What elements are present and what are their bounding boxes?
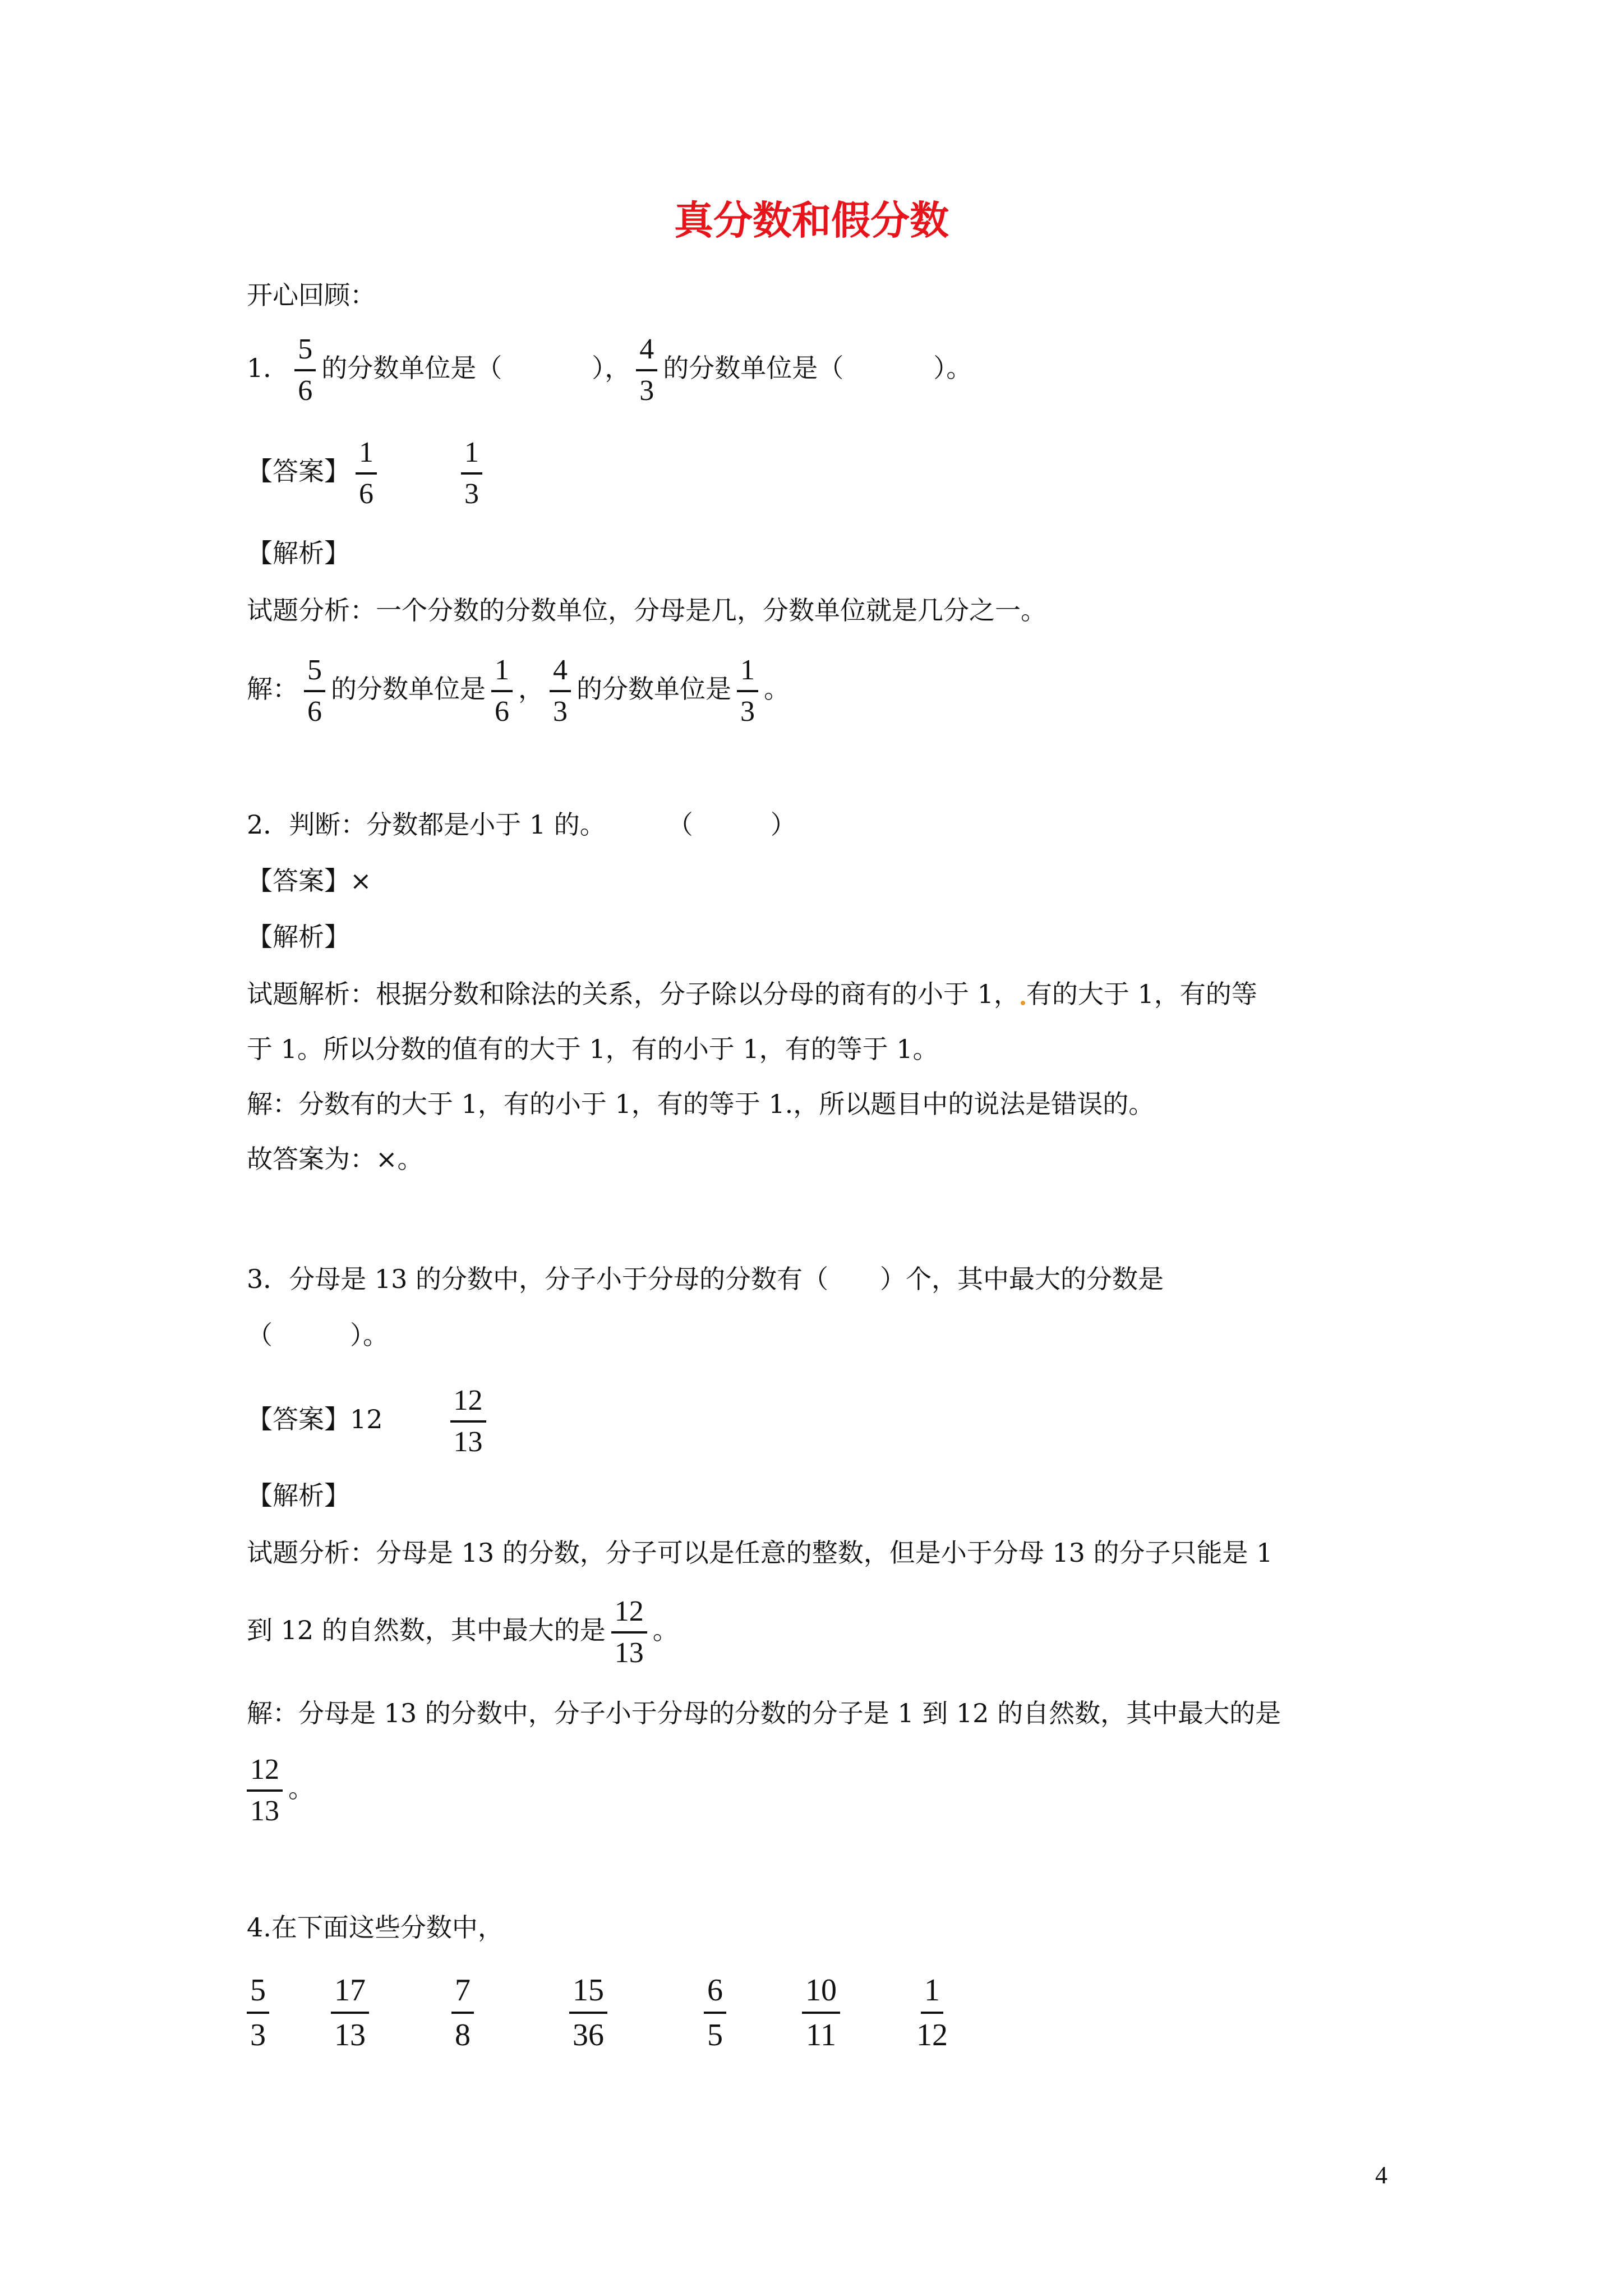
intro-heading: 开心回顾： [247, 280, 376, 310]
fraction: $\frac{4}{3}$ [550, 651, 571, 731]
fraction: $\frac{5}{6}$ [304, 651, 325, 731]
analysis-text: 于 1。所以分数的值有的大于 1，有的小于 1，有的等于 1。 [247, 1034, 939, 1064]
fraction-item: $\frac{10}{11}$ [802, 1969, 840, 2056]
page-title: 真分数和假分数 [674, 197, 949, 243]
question-number: 1． [247, 353, 289, 383]
analysis-text: 试题分析：一个分数的分数单位，分母是几，分数单位就是几分之一。 [247, 595, 1046, 625]
fraction: $\frac{12}{13}$ [247, 1750, 283, 1831]
fraction-item: $\frac{15}{36}$ [569, 1969, 607, 2056]
solution-3: 解：分母是 13 的分数中，分子小于分母的分数的分子是 1 到 12 的自然数，其中最大的是 [247, 1698, 1281, 1728]
fraction-item: $\frac{7}{8}$ [451, 1969, 474, 2056]
question-3: 3．分母是 13 的分数中，分子小于分母的分数有（ ）个，其中最大的分数是 [247, 1264, 1164, 1294]
solution-2: 解：分数有的大于 1，有的小于 1，有的等于 1.，所以题目中的说法是错误的。 [247, 1089, 1155, 1119]
fraction: $\frac{1}{3}$ [737, 651, 758, 731]
question-3-cont: （ ）。 [247, 1320, 389, 1350]
conclusion-2: 故答案为：×。 [247, 1144, 423, 1174]
question-4: 4.在下面这些分数中， [247, 1912, 504, 1943]
fraction: $\frac{12}{13}$ [611, 1592, 647, 1673]
answer-2: 【答案】× [247, 866, 372, 896]
question-1: 1． $\frac{5}{6}$ 的分数单位是（ ）， $\frac{4}{3}$ 的分数单位是（ ）。 [247, 330, 972, 411]
fraction: $\frac{1}{6}$ [491, 651, 513, 731]
fraction: $\frac{5}{6}$ [294, 330, 316, 411]
fraction-item: $\frac{1}{12}$ [913, 1969, 951, 2056]
question-2: 2．判断：分数都是小于 1 的。 （ ） [247, 809, 796, 840]
fraction: $\frac{1}{3}$ [461, 433, 482, 514]
analysis-label: 【解析】 [247, 1480, 350, 1511]
analysis-text: 试题解析：根据分数和除法的关系，分子除以分母的商有的小于 1， 有的大于 1，有的等 [247, 979, 1257, 1009]
answer-label: 【答案】 [247, 456, 350, 486]
fraction: $\frac{1}{6}$ [356, 433, 377, 514]
fraction: $\frac{12}{13}$ [450, 1381, 486, 1462]
fraction-item: $\frac{17}{13}$ [331, 1969, 369, 2056]
analysis-text: 试题分析：分母是 13 的分数，分子可以是任意的整数，但是小于分母 13 的分子只能是 1 [247, 1538, 1273, 1568]
answer-1 [247, 433, 488, 514]
mark-dot [1021, 1001, 1025, 1005]
fraction-item: $\frac{5}{3}$ [247, 1969, 269, 2056]
analysis-label: 【解析】 [247, 538, 350, 568]
page-number: 4 [1375, 2161, 1387, 2189]
analysis-text: 到 12 的自然数，其中最大的是 $\frac{12}{13}$ 。 [247, 1592, 679, 1673]
answer-3: 【答案】12 $\frac{12}{13}$ [247, 1381, 492, 1462]
fraction: $\frac{4}{3}$ [636, 330, 657, 411]
solution-1: 解： $\frac{5}{6}$ 的分数单位是 $\frac{1}{6}$ ， $\frac{4}{3}$ 的分数单位是 $\frac{1}{3}$ 。 [247, 651, 790, 731]
solution-3-frac: $\frac{12}{13}$ 。 [241, 1750, 314, 1831]
fraction-item: $\frac{6}{5}$ [704, 1969, 726, 2056]
analysis-label: 【解析】 [247, 922, 350, 952]
